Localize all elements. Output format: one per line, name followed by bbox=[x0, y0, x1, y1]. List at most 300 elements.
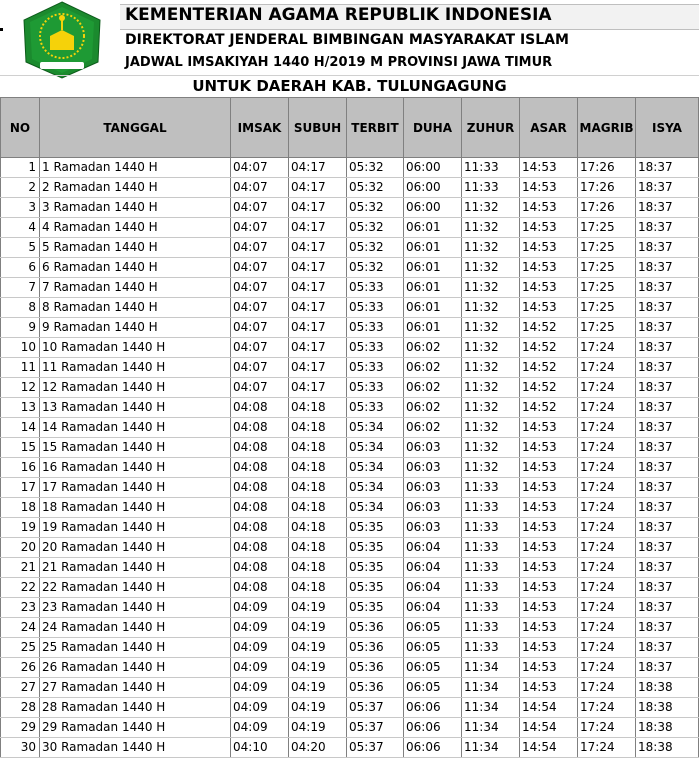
date-cell: 25 Ramadan 1440 H bbox=[40, 638, 231, 658]
time-cell-magrib: 17:24 bbox=[578, 578, 636, 598]
time-cell-duha: 06:02 bbox=[404, 358, 462, 378]
time-cell-terbit: 05:32 bbox=[347, 178, 404, 198]
time-cell-magrib: 17:24 bbox=[578, 458, 636, 478]
date-cell: 24 Ramadan 1440 H bbox=[40, 618, 231, 638]
time-cell-zuhur: 11:32 bbox=[462, 418, 520, 438]
column-header-subuh: SUBUH bbox=[289, 98, 347, 158]
time-cell-duha: 06:02 bbox=[404, 398, 462, 418]
time-cell-subuh: 04:20 bbox=[289, 738, 347, 758]
time-cell-terbit: 05:33 bbox=[347, 278, 404, 298]
time-cell-subuh: 04:18 bbox=[289, 558, 347, 578]
ministry-title: KEMENTERIAN AGAMA REPUBLIK INDONESIA bbox=[125, 5, 552, 25]
time-cell-imsak: 04:09 bbox=[231, 598, 289, 618]
time-cell-magrib: 17:24 bbox=[578, 638, 636, 658]
date-cell: 14 Ramadan 1440 H bbox=[40, 418, 231, 438]
table-row bbox=[1, 558, 699, 578]
date-cell: 18 Ramadan 1440 H bbox=[40, 498, 231, 518]
date-cell: 1 Ramadan 1440 H bbox=[40, 158, 231, 178]
time-cell-magrib: 17:25 bbox=[578, 218, 636, 238]
time-cell-isya: 18:37 bbox=[636, 478, 699, 498]
table-row bbox=[1, 518, 699, 538]
time-cell-duha: 06:02 bbox=[404, 418, 462, 438]
time-cell-terbit: 05:34 bbox=[347, 418, 404, 438]
time-cell-duha: 06:03 bbox=[404, 498, 462, 518]
time-cell-subuh: 04:19 bbox=[289, 618, 347, 638]
time-cell-duha: 06:02 bbox=[404, 378, 462, 398]
row-number-cell: 19 bbox=[1, 518, 40, 538]
time-cell-duha: 06:05 bbox=[404, 638, 462, 658]
row-number-cell: 7 bbox=[1, 278, 40, 298]
date-cell: 5 Ramadan 1440 H bbox=[40, 238, 231, 258]
time-cell-isya: 18:37 bbox=[636, 238, 699, 258]
table-row bbox=[1, 578, 699, 598]
column-header-isya: ISYA bbox=[636, 98, 699, 158]
time-cell-duha: 06:01 bbox=[404, 298, 462, 318]
time-cell-terbit: 05:32 bbox=[347, 198, 404, 218]
time-cell-duha: 06:02 bbox=[404, 338, 462, 358]
time-cell-asar: 14:53 bbox=[520, 638, 578, 658]
time-cell-magrib: 17:25 bbox=[578, 318, 636, 338]
date-cell: 2 Ramadan 1440 H bbox=[40, 178, 231, 198]
row-number-cell: 5 bbox=[1, 238, 40, 258]
date-cell: 3 Ramadan 1440 H bbox=[40, 198, 231, 218]
time-cell-imsak: 04:09 bbox=[231, 658, 289, 678]
time-cell-isya: 18:38 bbox=[636, 718, 699, 738]
time-cell-subuh: 04:17 bbox=[289, 358, 347, 378]
time-cell-magrib: 17:24 bbox=[578, 558, 636, 578]
time-cell-isya: 18:38 bbox=[636, 738, 699, 758]
time-cell-imsak: 04:08 bbox=[231, 398, 289, 418]
time-cell-terbit: 05:35 bbox=[347, 558, 404, 578]
schedule-title: JADWAL IMSAKIYAH 1440 H/2019 M PROVINSI JAWA TIMUR bbox=[125, 55, 553, 70]
time-cell-duha: 06:00 bbox=[404, 198, 462, 218]
row-number-cell: 15 bbox=[1, 438, 40, 458]
time-cell-zuhur: 11:33 bbox=[462, 518, 520, 538]
time-cell-asar: 14:53 bbox=[520, 478, 578, 498]
time-cell-isya: 18:37 bbox=[636, 598, 699, 618]
time-cell-subuh: 04:18 bbox=[289, 578, 347, 598]
date-cell: 30 Ramadan 1440 H bbox=[40, 738, 231, 758]
date-cell: 21 Ramadan 1440 H bbox=[40, 558, 231, 578]
time-cell-terbit: 05:33 bbox=[347, 338, 404, 358]
time-cell-magrib: 17:24 bbox=[578, 358, 636, 378]
time-cell-asar: 14:54 bbox=[520, 738, 578, 758]
time-cell-subuh: 04:19 bbox=[289, 638, 347, 658]
time-cell-imsak: 04:07 bbox=[231, 338, 289, 358]
date-cell: 15 Ramadan 1440 H bbox=[40, 438, 231, 458]
time-cell-subuh: 04:17 bbox=[289, 378, 347, 398]
time-cell-terbit: 05:33 bbox=[347, 398, 404, 418]
time-cell-zuhur: 11:32 bbox=[462, 458, 520, 478]
date-cell: 19 Ramadan 1440 H bbox=[40, 518, 231, 538]
date-cell: 13 Ramadan 1440 H bbox=[40, 398, 231, 418]
time-cell-subuh: 04:18 bbox=[289, 498, 347, 518]
date-cell: 17 Ramadan 1440 H bbox=[40, 478, 231, 498]
row-number-cell: 25 bbox=[1, 638, 40, 658]
time-cell-zuhur: 11:33 bbox=[462, 578, 520, 598]
row-number-cell: 10 bbox=[1, 338, 40, 358]
time-cell-subuh: 04:17 bbox=[289, 178, 347, 198]
time-cell-subuh: 04:18 bbox=[289, 398, 347, 418]
date-cell: 16 Ramadan 1440 H bbox=[40, 458, 231, 478]
time-cell-terbit: 05:33 bbox=[347, 298, 404, 318]
time-cell-duha: 06:01 bbox=[404, 318, 462, 338]
time-cell-terbit: 05:37 bbox=[347, 718, 404, 738]
time-cell-terbit: 05:32 bbox=[347, 158, 404, 178]
time-cell-magrib: 17:24 bbox=[578, 618, 636, 638]
time-cell-imsak: 04:07 bbox=[231, 318, 289, 338]
table-row bbox=[1, 498, 699, 518]
time-cell-isya: 18:38 bbox=[636, 698, 699, 718]
time-cell-subuh: 04:19 bbox=[289, 598, 347, 618]
time-cell-imsak: 04:09 bbox=[231, 618, 289, 638]
time-cell-isya: 18:37 bbox=[636, 578, 699, 598]
time-cell-zuhur: 11:33 bbox=[462, 178, 520, 198]
time-cell-duha: 06:04 bbox=[404, 598, 462, 618]
time-cell-duha: 06:03 bbox=[404, 518, 462, 538]
time-cell-terbit: 05:35 bbox=[347, 578, 404, 598]
time-cell-duha: 06:04 bbox=[404, 538, 462, 558]
time-cell-terbit: 05:33 bbox=[347, 358, 404, 378]
time-cell-magrib: 17:24 bbox=[578, 538, 636, 558]
column-header-tanggal: TANGGAL bbox=[40, 98, 231, 158]
time-cell-magrib: 17:24 bbox=[578, 498, 636, 518]
table-row bbox=[1, 418, 699, 438]
time-cell-duha: 06:05 bbox=[404, 618, 462, 638]
time-cell-isya: 18:37 bbox=[636, 218, 699, 238]
time-cell-asar: 14:53 bbox=[520, 458, 578, 478]
row-number-cell: 24 bbox=[1, 618, 40, 638]
time-cell-zuhur: 11:32 bbox=[462, 358, 520, 378]
time-cell-zuhur: 11:33 bbox=[462, 638, 520, 658]
table-row bbox=[1, 698, 699, 718]
time-cell-terbit: 05:32 bbox=[347, 258, 404, 278]
row-number-cell: 6 bbox=[1, 258, 40, 278]
time-cell-zuhur: 11:34 bbox=[462, 658, 520, 678]
time-cell-subuh: 04:17 bbox=[289, 278, 347, 298]
row-number-cell: 9 bbox=[1, 318, 40, 338]
time-cell-imsak: 04:08 bbox=[231, 498, 289, 518]
time-cell-asar: 14:53 bbox=[520, 578, 578, 598]
row-number-cell: 2 bbox=[1, 178, 40, 198]
table-row bbox=[1, 678, 699, 698]
table-row bbox=[1, 638, 699, 658]
time-cell-asar: 14:53 bbox=[520, 518, 578, 538]
table-row bbox=[1, 438, 699, 458]
time-cell-terbit: 05:35 bbox=[347, 598, 404, 618]
row-number-cell: 16 bbox=[1, 458, 40, 478]
time-cell-imsak: 04:07 bbox=[231, 178, 289, 198]
table-row bbox=[1, 298, 699, 318]
time-cell-isya: 18:37 bbox=[636, 178, 699, 198]
time-cell-duha: 06:01 bbox=[404, 258, 462, 278]
time-cell-asar: 14:53 bbox=[520, 198, 578, 218]
time-cell-imsak: 04:07 bbox=[231, 378, 289, 398]
time-cell-isya: 18:37 bbox=[636, 438, 699, 458]
row-number-cell: 17 bbox=[1, 478, 40, 498]
time-cell-terbit: 05:36 bbox=[347, 618, 404, 638]
time-cell-asar: 14:53 bbox=[520, 238, 578, 258]
time-cell-asar: 14:53 bbox=[520, 658, 578, 678]
time-cell-imsak: 04:08 bbox=[231, 558, 289, 578]
date-cell: 20 Ramadan 1440 H bbox=[40, 538, 231, 558]
time-cell-zuhur: 11:32 bbox=[462, 338, 520, 358]
time-cell-duha: 06:01 bbox=[404, 238, 462, 258]
time-cell-isya: 18:37 bbox=[636, 558, 699, 578]
date-cell: 10 Ramadan 1440 H bbox=[40, 338, 231, 358]
time-cell-isya: 18:37 bbox=[636, 398, 699, 418]
table-row bbox=[1, 718, 699, 738]
time-cell-imsak: 04:08 bbox=[231, 538, 289, 558]
table-row bbox=[1, 198, 699, 218]
time-cell-isya: 18:37 bbox=[636, 158, 699, 178]
row-number-cell: 29 bbox=[1, 718, 40, 738]
time-cell-isya: 18:37 bbox=[636, 338, 699, 358]
time-cell-zuhur: 11:32 bbox=[462, 218, 520, 238]
time-cell-isya: 18:37 bbox=[636, 418, 699, 438]
time-cell-terbit: 05:33 bbox=[347, 378, 404, 398]
time-cell-imsak: 04:10 bbox=[231, 738, 289, 758]
table-row bbox=[1, 318, 699, 338]
time-cell-zuhur: 11:34 bbox=[462, 698, 520, 718]
time-cell-magrib: 17:24 bbox=[578, 678, 636, 698]
time-cell-asar: 14:53 bbox=[520, 678, 578, 698]
time-cell-imsak: 04:08 bbox=[231, 418, 289, 438]
time-cell-imsak: 04:07 bbox=[231, 198, 289, 218]
time-cell-isya: 18:37 bbox=[636, 638, 699, 658]
time-cell-isya: 18:37 bbox=[636, 618, 699, 638]
time-cell-imsak: 04:07 bbox=[231, 158, 289, 178]
column-header-no: NO bbox=[1, 98, 40, 158]
row-number-cell: 18 bbox=[1, 498, 40, 518]
time-cell-magrib: 17:24 bbox=[578, 478, 636, 498]
date-cell: 4 Ramadan 1440 H bbox=[40, 218, 231, 238]
time-cell-asar: 14:54 bbox=[520, 698, 578, 718]
date-cell: 22 Ramadan 1440 H bbox=[40, 578, 231, 598]
row-number-cell: 28 bbox=[1, 698, 40, 718]
time-cell-imsak: 04:07 bbox=[231, 238, 289, 258]
date-cell: 29 Ramadan 1440 H bbox=[40, 718, 231, 738]
time-cell-terbit: 05:34 bbox=[347, 478, 404, 498]
time-cell-magrib: 17:25 bbox=[578, 278, 636, 298]
time-cell-terbit: 05:32 bbox=[347, 218, 404, 238]
time-cell-asar: 14:53 bbox=[520, 418, 578, 438]
time-cell-zuhur: 11:32 bbox=[462, 258, 520, 278]
time-cell-subuh: 04:18 bbox=[289, 538, 347, 558]
row-number-cell: 3 bbox=[1, 198, 40, 218]
time-cell-duha: 06:05 bbox=[404, 678, 462, 698]
time-cell-isya: 18:37 bbox=[636, 538, 699, 558]
time-cell-zuhur: 11:33 bbox=[462, 498, 520, 518]
time-cell-terbit: 05:37 bbox=[347, 698, 404, 718]
time-cell-magrib: 17:24 bbox=[578, 698, 636, 718]
kementerian-agama-logo-icon bbox=[20, 0, 104, 80]
time-cell-terbit: 05:35 bbox=[347, 538, 404, 558]
date-cell: 7 Ramadan 1440 H bbox=[40, 278, 231, 298]
time-cell-zuhur: 11:32 bbox=[462, 398, 520, 418]
row-number-cell: 1 bbox=[1, 158, 40, 178]
time-cell-magrib: 17:26 bbox=[578, 198, 636, 218]
time-cell-magrib: 17:24 bbox=[578, 378, 636, 398]
table-row bbox=[1, 358, 699, 378]
time-cell-duha: 06:06 bbox=[404, 738, 462, 758]
row-number-cell: 27 bbox=[1, 678, 40, 698]
date-cell: 28 Ramadan 1440 H bbox=[40, 698, 231, 718]
time-cell-isya: 18:37 bbox=[636, 298, 699, 318]
time-cell-asar: 14:53 bbox=[520, 258, 578, 278]
time-cell-subuh: 04:19 bbox=[289, 678, 347, 698]
table-row bbox=[1, 178, 699, 198]
time-cell-duha: 06:03 bbox=[404, 478, 462, 498]
time-cell-subuh: 04:17 bbox=[289, 198, 347, 218]
time-cell-subuh: 04:18 bbox=[289, 418, 347, 438]
table-row bbox=[1, 238, 699, 258]
time-cell-asar: 14:54 bbox=[520, 718, 578, 738]
time-cell-subuh: 04:17 bbox=[289, 238, 347, 258]
time-cell-subuh: 04:18 bbox=[289, 478, 347, 498]
time-cell-isya: 18:37 bbox=[636, 658, 699, 678]
time-cell-asar: 14:52 bbox=[520, 358, 578, 378]
time-cell-zuhur: 11:34 bbox=[462, 718, 520, 738]
time-cell-terbit: 05:36 bbox=[347, 638, 404, 658]
table-row bbox=[1, 658, 699, 678]
table-row bbox=[1, 378, 699, 398]
table-row bbox=[1, 478, 699, 498]
time-cell-magrib: 17:24 bbox=[578, 718, 636, 738]
time-cell-asar: 14:53 bbox=[520, 218, 578, 238]
time-cell-isya: 18:37 bbox=[636, 358, 699, 378]
time-cell-terbit: 05:33 bbox=[347, 318, 404, 338]
time-cell-subuh: 04:17 bbox=[289, 158, 347, 178]
time-cell-subuh: 04:17 bbox=[289, 318, 347, 338]
time-cell-imsak: 04:07 bbox=[231, 358, 289, 378]
time-cell-zuhur: 11:33 bbox=[462, 598, 520, 618]
table-row bbox=[1, 538, 699, 558]
time-cell-asar: 14:53 bbox=[520, 558, 578, 578]
time-cell-subuh: 04:17 bbox=[289, 218, 347, 238]
time-cell-isya: 18:37 bbox=[636, 378, 699, 398]
time-cell-asar: 14:53 bbox=[520, 158, 578, 178]
region-title: UNTUK DAERAH KAB. TULUNGAGUNG bbox=[192, 77, 507, 95]
document-header bbox=[0, 0, 699, 97]
time-cell-duha: 06:05 bbox=[404, 658, 462, 678]
time-cell-terbit: 05:34 bbox=[347, 458, 404, 478]
time-cell-zuhur: 11:34 bbox=[462, 738, 520, 758]
time-cell-subuh: 04:17 bbox=[289, 258, 347, 278]
time-cell-magrib: 17:24 bbox=[578, 418, 636, 438]
time-cell-imsak: 04:08 bbox=[231, 518, 289, 538]
table-row bbox=[1, 398, 699, 418]
time-cell-magrib: 17:25 bbox=[578, 258, 636, 278]
table-row bbox=[1, 258, 699, 278]
row-number-cell: 20 bbox=[1, 538, 40, 558]
column-header-imsak: IMSAK bbox=[231, 98, 289, 158]
time-cell-imsak: 04:08 bbox=[231, 438, 289, 458]
date-cell: 23 Ramadan 1440 H bbox=[40, 598, 231, 618]
time-cell-imsak: 04:07 bbox=[231, 258, 289, 278]
time-cell-magrib: 17:24 bbox=[578, 598, 636, 618]
time-cell-terbit: 05:32 bbox=[347, 238, 404, 258]
time-cell-asar: 14:53 bbox=[520, 538, 578, 558]
time-cell-imsak: 04:07 bbox=[231, 278, 289, 298]
time-cell-duha: 06:00 bbox=[404, 178, 462, 198]
date-cell: 9 Ramadan 1440 H bbox=[40, 318, 231, 338]
table-row bbox=[1, 618, 699, 638]
table-row bbox=[1, 598, 699, 618]
time-cell-imsak: 04:09 bbox=[231, 638, 289, 658]
time-cell-isya: 18:37 bbox=[636, 518, 699, 538]
date-cell: 27 Ramadan 1440 H bbox=[40, 678, 231, 698]
time-cell-magrib: 17:24 bbox=[578, 738, 636, 758]
time-cell-magrib: 17:25 bbox=[578, 298, 636, 318]
time-cell-magrib: 17:26 bbox=[578, 178, 636, 198]
time-cell-isya: 18:37 bbox=[636, 278, 699, 298]
time-cell-duha: 06:03 bbox=[404, 458, 462, 478]
time-cell-zuhur: 11:32 bbox=[462, 198, 520, 218]
time-cell-duha: 06:01 bbox=[404, 278, 462, 298]
time-cell-imsak: 04:07 bbox=[231, 218, 289, 238]
time-cell-subuh: 04:19 bbox=[289, 718, 347, 738]
time-cell-zuhur: 11:33 bbox=[462, 538, 520, 558]
time-cell-zuhur: 11:34 bbox=[462, 678, 520, 698]
time-cell-imsak: 04:09 bbox=[231, 678, 289, 698]
time-cell-terbit: 05:34 bbox=[347, 438, 404, 458]
time-cell-asar: 14:52 bbox=[520, 318, 578, 338]
time-cell-isya: 18:37 bbox=[636, 258, 699, 278]
time-cell-zuhur: 11:32 bbox=[462, 278, 520, 298]
time-cell-zuhur: 11:33 bbox=[462, 478, 520, 498]
row-number-cell: 23 bbox=[1, 598, 40, 618]
table-row bbox=[1, 278, 699, 298]
table-header-row bbox=[1, 98, 699, 158]
time-cell-imsak: 04:09 bbox=[231, 698, 289, 718]
time-cell-asar: 14:53 bbox=[520, 498, 578, 518]
time-cell-duha: 06:03 bbox=[404, 438, 462, 458]
column-header-terbit: TERBIT bbox=[347, 98, 404, 158]
column-header-duha: DUHA bbox=[404, 98, 462, 158]
time-cell-magrib: 17:26 bbox=[578, 158, 636, 178]
time-cell-asar: 14:52 bbox=[520, 378, 578, 398]
time-cell-zuhur: 11:33 bbox=[462, 158, 520, 178]
time-cell-isya: 18:37 bbox=[636, 198, 699, 218]
row-number-cell: 26 bbox=[1, 658, 40, 678]
time-cell-imsak: 04:08 bbox=[231, 458, 289, 478]
column-header-asar: ASAR bbox=[520, 98, 578, 158]
time-cell-asar: 14:52 bbox=[520, 398, 578, 418]
time-cell-magrib: 17:24 bbox=[578, 658, 636, 678]
time-cell-asar: 14:53 bbox=[520, 618, 578, 638]
time-cell-isya: 18:37 bbox=[636, 498, 699, 518]
time-cell-subuh: 04:17 bbox=[289, 298, 347, 318]
table-row bbox=[1, 458, 699, 478]
time-cell-subuh: 04:17 bbox=[289, 338, 347, 358]
time-cell-duha: 06:06 bbox=[404, 718, 462, 738]
time-cell-duha: 06:04 bbox=[404, 578, 462, 598]
row-number-cell: 4 bbox=[1, 218, 40, 238]
time-cell-zuhur: 11:32 bbox=[462, 238, 520, 258]
time-cell-duha: 06:01 bbox=[404, 218, 462, 238]
time-cell-zuhur: 11:32 bbox=[462, 298, 520, 318]
date-cell: 6 Ramadan 1440 H bbox=[40, 258, 231, 278]
row-number-cell: 13 bbox=[1, 398, 40, 418]
time-cell-terbit: 05:36 bbox=[347, 678, 404, 698]
time-cell-terbit: 05:34 bbox=[347, 498, 404, 518]
time-cell-magrib: 17:24 bbox=[578, 398, 636, 418]
time-cell-magrib: 17:24 bbox=[578, 518, 636, 538]
time-cell-asar: 14:53 bbox=[520, 298, 578, 318]
time-cell-asar: 14:53 bbox=[520, 178, 578, 198]
time-cell-duha: 06:04 bbox=[404, 558, 462, 578]
